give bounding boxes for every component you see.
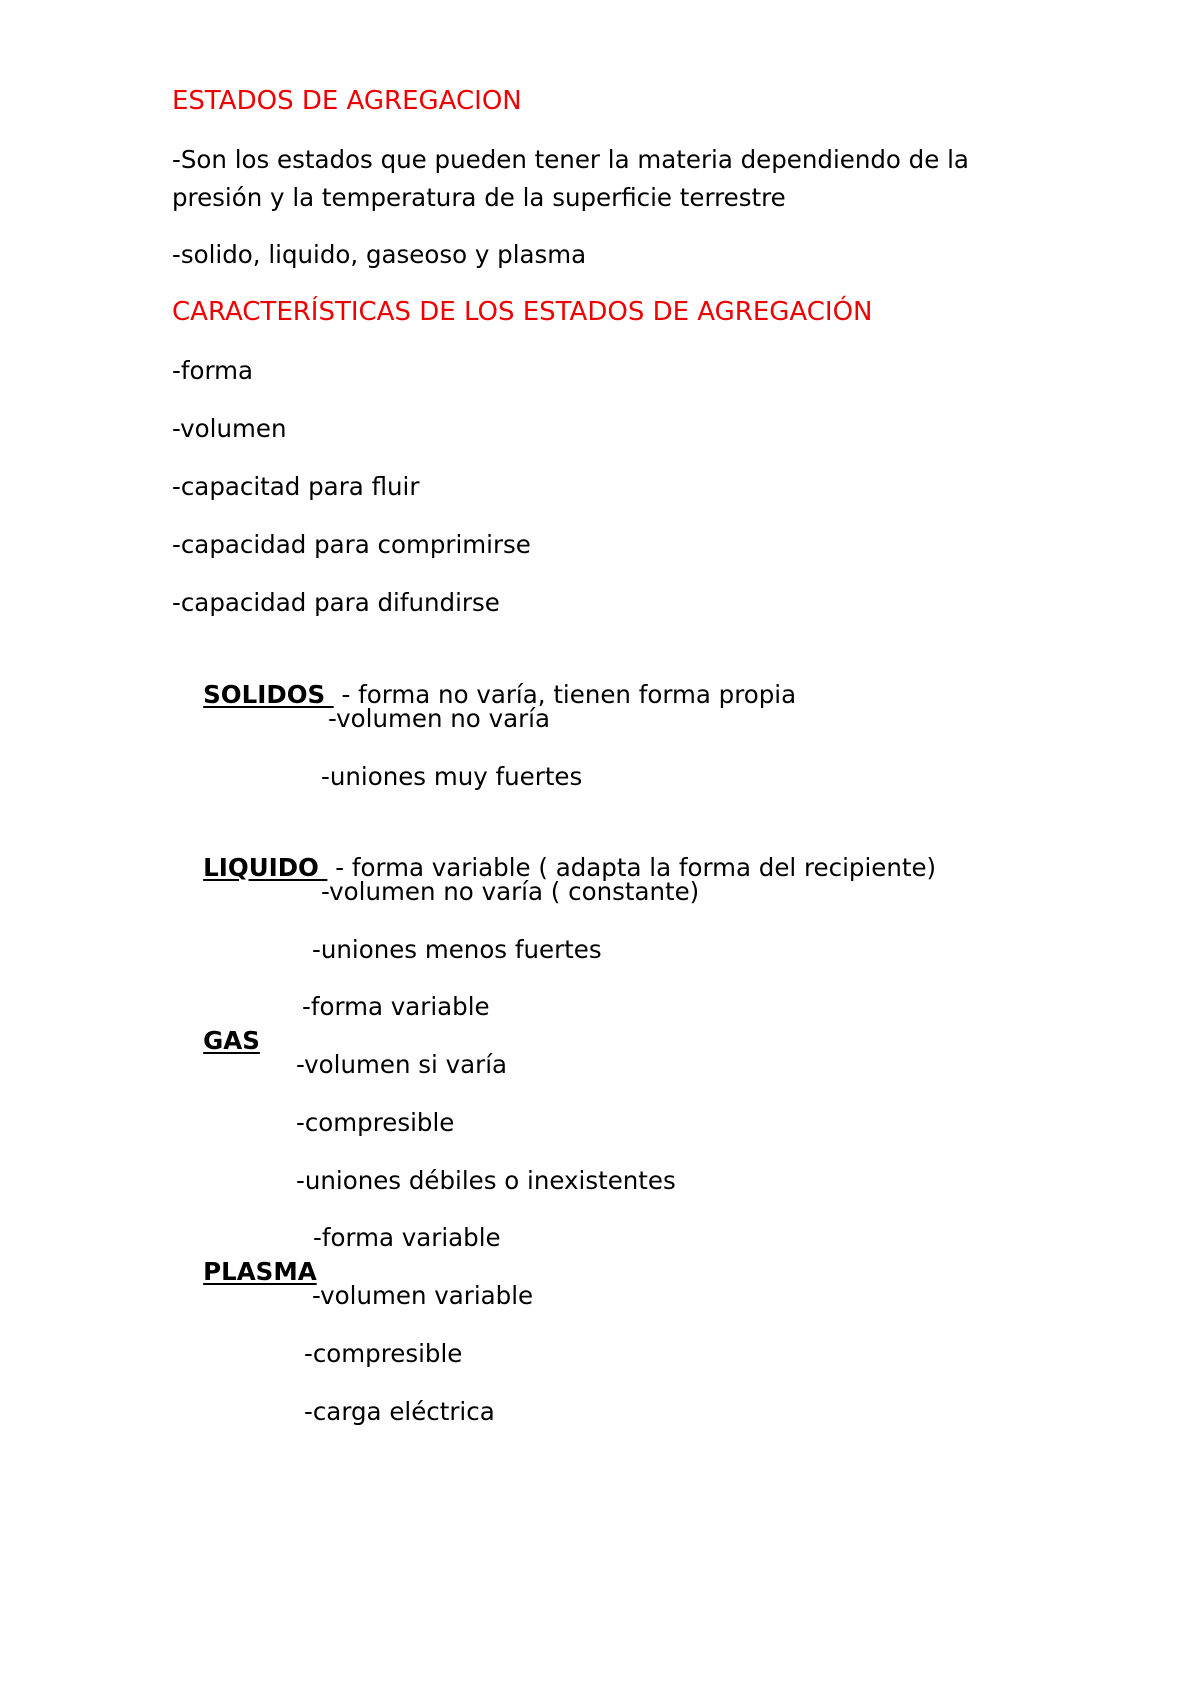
characteristic-item: -volumen (172, 414, 287, 443)
characteristic-item: -capacidad para difundirse (172, 588, 500, 617)
plasma-property: -carga eléctrica (304, 1397, 495, 1426)
liquido-property: -uniones menos fuertes (312, 935, 602, 964)
solidos-first-property: - forma no varía, tienen forma propia (333, 680, 797, 709)
gas-property: -compresible (296, 1108, 455, 1137)
plasma-property: -volumen variable (312, 1281, 534, 1310)
characteristic-item: -capacitad para fluir (172, 472, 420, 501)
states-list: -solido, liquido, gaseoso y plasma (172, 240, 587, 269)
gas-label: GAS (203, 1026, 260, 1055)
gas-property: -volumen si varía (296, 1050, 508, 1079)
plasma-property: -compresible (304, 1339, 463, 1368)
solidos-property: -volumen no varía (328, 704, 550, 733)
plasma-row (172, 1221, 317, 1323)
liquido-first-property: - forma variable ( adapta la forma del recipiente) (327, 853, 937, 882)
gas-row (172, 990, 260, 1092)
gas-property: -uniones débiles o inexistentes (296, 1166, 676, 1195)
liquido-label: LIQUIDO (203, 853, 328, 882)
solidos-property: -uniones muy fuertes (321, 762, 583, 791)
section-heading: CARACTERÍSTICAS DE LOS ESTADOS DE AGREGACIÓN (172, 297, 873, 327)
plasma-label: PLASMA (203, 1257, 317, 1286)
intro-line-1: -Son los estados que pueden tener la materia dependiendo de la (172, 145, 969, 174)
gas-first-property: -forma variable (302, 992, 490, 1021)
page-title: ESTADOS DE AGREGACION (172, 86, 522, 116)
liquido-property: -volumen no varía ( constante) (321, 877, 700, 906)
characteristic-item: -forma (172, 356, 253, 385)
solidos-label: SOLIDOS (203, 680, 334, 709)
plasma-first-property: -forma variable (313, 1223, 501, 1252)
intro-line-2: presión y la temperatura de la superficie terrestre (172, 183, 786, 212)
characteristic-item: -capacidad para comprimirse (172, 530, 531, 559)
